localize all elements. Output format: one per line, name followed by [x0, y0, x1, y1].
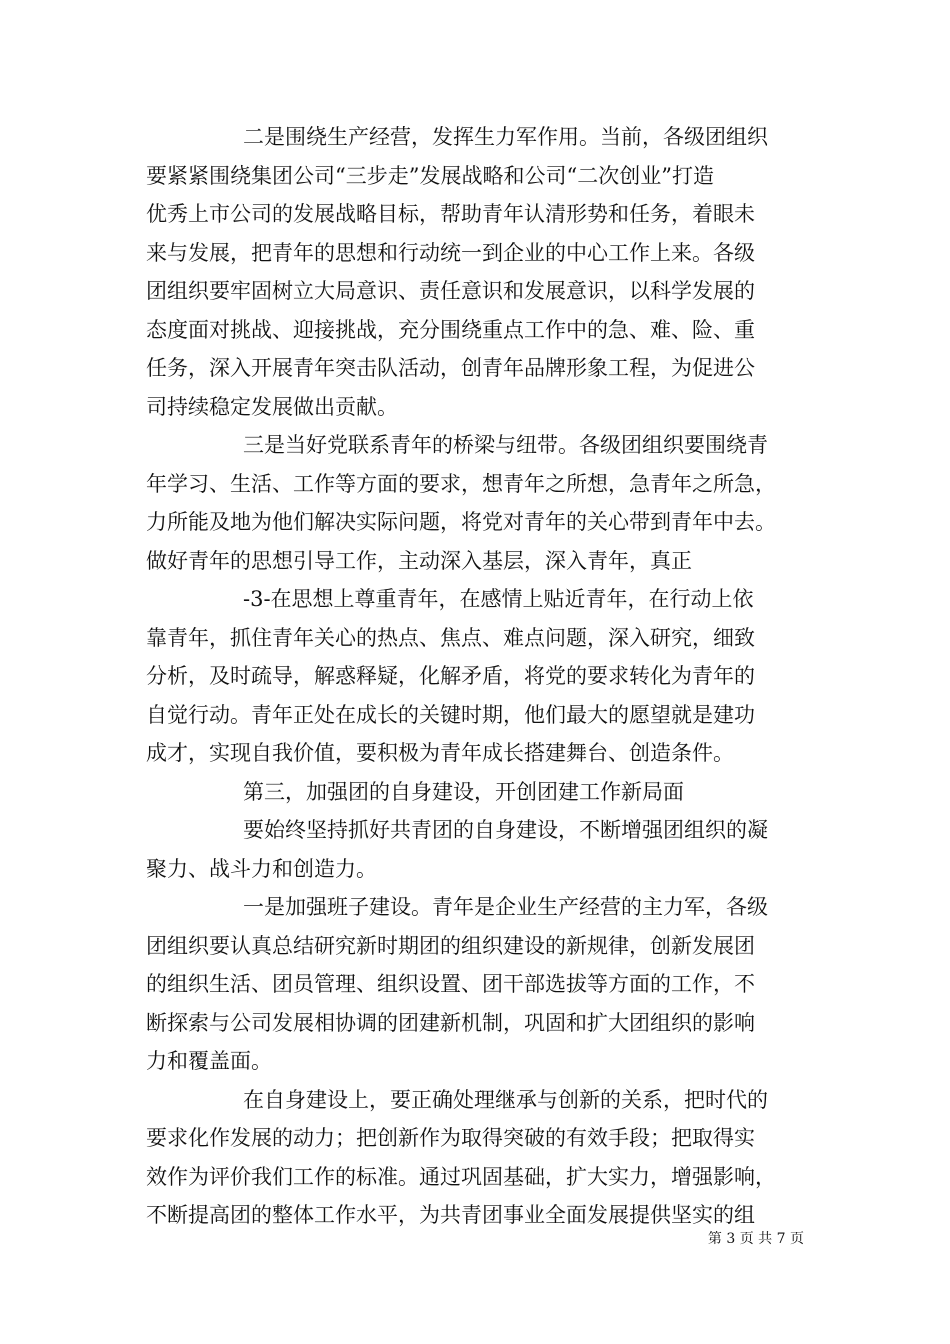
text-line: 在自身建设上，要正确处理继承与创新的关系，把时代的: [243, 1087, 768, 1112]
text-line: 靠青年，抓住青年关心的热点、焦点、难点问题，深入研究，细致: [146, 625, 755, 650]
text-line: 聚力、战斗力和创造力。: [146, 856, 377, 881]
text-line: 司持续稳定发展做出贡献。: [146, 394, 398, 419]
text-line: 不断提高团的整体工作水平，为共青团事业全面发展提供坚实的组: [146, 1203, 755, 1227]
text-line: -3-在思想上尊重青年，在感情上贴近青年，在行动上依: [243, 587, 754, 611]
text-line: 年学习、生活、工作等方面的要求，想青年之所想，急青年之所急，: [146, 471, 776, 496]
text-line: 的组织生活、团员管理、组织设置、团干部选拔等方面的工作，不: [146, 972, 755, 996]
text-line: 成才，实现自我价值，要积极为青年成长搭建舞台、创造条件。: [146, 741, 734, 765]
text-line: 力所能及地为他们解决实际问题，将党对青年的关心带到青年中去。: [146, 510, 776, 534]
text-line: 态度面对挑战、迎接挑战，充分围绕重点工作中的急、难、险、重: [146, 317, 755, 342]
text-line: 要始终坚持抓好共青团的自身建设，不断增强团组织的凝: [243, 818, 768, 842]
section-heading: 第三，加强团的自身建设，开创团建工作新局面: [243, 779, 684, 804]
text-line: 分析，及时疏导，解惑释疑，化解矛盾，将党的要求转化为青年的: [146, 664, 755, 688]
text-line: 做好青年的思想引导工作，主动深入基层，深入青年，真正: [146, 548, 692, 573]
text-line: 二是围绕生产经营，发挥生力军作用。当前，各级团组织: [243, 125, 768, 149]
text-line: 力和覆盖面。: [146, 1049, 272, 1073]
text-line: 一是加强班子建设。青年是企业生产经营的主力军，各级: [243, 895, 768, 919]
text-line: 任务，深入开展青年突击队活动，创青年品牌形象工程，为促进公: [146, 356, 755, 380]
text-line: 要求化作发展的动力；把创新作为取得突破的有效手段；把取得实: [146, 1126, 755, 1150]
text-line: 三是当好党联系青年的桥梁与纽带。各级团组织要围绕青: [243, 433, 768, 457]
text-line: 团组织要牢固树立大局意识、责任意识和发展意识，以科学发展的: [146, 279, 755, 303]
text-line: 自觉行动。青年正处在成长的关键时期，他们最大的愿望就是建功: [146, 702, 755, 727]
text-line: 要紧紧围绕集团公司“三步走”发展战略和公司“二次创业”打造: [146, 163, 714, 188]
page-number: 第 3 页 共 7 页: [707, 1231, 804, 1247]
text-line: 效作为评价我们工作的标准。通过巩固基础，扩大实力，增强影响，: [146, 1164, 776, 1189]
text-line: 团组织要认真总结研究新时期团的组织建设的新规律，创新发展团: [146, 933, 755, 958]
text-line: 断探索与公司发展相协调的团建新机制，巩固和扩大团组织的影响: [146, 1010, 755, 1035]
text-line: 来与发展，把青年的思想和行动统一到企业的中心工作上来。各级: [146, 240, 755, 265]
text-line: 优秀上市公司的发展战略目标，帮助青年认清形势和任务，着眼未: [146, 202, 755, 226]
body-text: [146, 118, 810, 1235]
